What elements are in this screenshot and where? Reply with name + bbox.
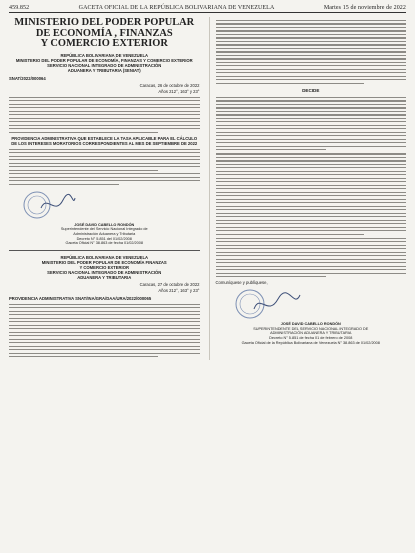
body-text-block <box>216 153 407 234</box>
text-line <box>216 199 407 200</box>
ministry-heading: MINISTERIO DEL PODER POPULAR DE ECONOMÍA , FINANZAS Y COMERCIO EXTERIOR <box>14 17 195 50</box>
text-line <box>216 195 407 196</box>
org-heading: REPÚBLICA BOLIVARIANA DE VENEZUELA MINISTERIO DEL PODER POPULAR DE ECONOMÍA, FINANZAS Y COMERCIO EXTERIOR SERVICIO NACIONAL INTEGRADO DE ADMINISTRACIÓN ADUANERA Y TRIBUTARIA (SENIAT) <box>15 52 193 73</box>
years-line: Años 212°, 163° y 23° <box>158 88 200 94</box>
text-line <box>216 178 407 179</box>
text-line <box>216 55 407 56</box>
gazette-date: Martes 15 de noviembre de 2022 <box>323 5 406 11</box>
text-line <box>216 146 407 147</box>
text-line <box>9 100 200 101</box>
text-line <box>216 188 407 189</box>
left-column <box>9 17 200 360</box>
text-line <box>216 185 407 186</box>
text-line <box>216 48 407 49</box>
text-line <box>9 132 158 133</box>
providencia-number: PROVIDENCIA ADMINISTRATIVA SNAT/INA/GRA/DAA/URA/2022/000065 <box>9 295 152 301</box>
section-divider <box>9 250 200 251</box>
text-line <box>216 23 407 24</box>
text-line <box>216 269 407 270</box>
gazette-title: GACETA OFICIAL DE LA REPÚBLICA BOLIVARIANA DE VENEZUELA <box>78 5 275 11</box>
text-line <box>216 164 407 165</box>
seal-signature <box>9 188 200 222</box>
text-line <box>216 220 407 221</box>
text-line <box>216 139 407 140</box>
text-line <box>9 159 200 160</box>
text-line <box>216 37 407 38</box>
text-line <box>216 167 407 168</box>
text-line <box>9 356 158 357</box>
text-line <box>216 135 407 136</box>
text-line <box>9 97 200 98</box>
signature-block: JOSÉ DAVID CABELLO RONDÓN Superintendente del Servicio Nacional Integrado de Administración Aduanera y Tributaria Decreto N° 5.851 del 01/02/2008 Gaceta Oficial N° 38.863 de fecha 01/02/2008 <box>60 222 148 246</box>
text-line <box>216 83 365 84</box>
gazette-header <box>9 5 406 13</box>
text-line <box>216 125 407 126</box>
text-line <box>216 142 407 143</box>
text-line <box>9 321 200 322</box>
text-line <box>216 245 407 246</box>
signature-block: JOSÉ DAVID CABELLO RONDÓN SUPERINTENDENTE DEL SERVICIO NACIONAL INTEGRADO DE ADMINISTRACIÓN ADUANERA Y TRIBUTARIA Decreto N° 5.851 de fecha 01 de febrero de 2008 Gaceta Oficial de la República Bolivariana de Venezuela N° 38.863 de 01/02/2008 <box>241 322 380 345</box>
text-line <box>9 128 200 129</box>
text-line <box>216 111 407 112</box>
text-line <box>216 30 407 31</box>
text-line <box>9 121 200 122</box>
text-line <box>9 156 200 157</box>
text-line <box>9 107 200 108</box>
text-line <box>9 325 200 326</box>
text-line <box>216 100 407 101</box>
text-line <box>9 163 200 164</box>
text-line <box>216 121 407 122</box>
text-line <box>9 349 200 350</box>
body-text-block <box>216 97 407 150</box>
text-line <box>9 311 200 312</box>
text-line <box>9 173 200 174</box>
text-line <box>216 230 407 231</box>
text-line <box>9 177 200 178</box>
text-line <box>9 125 200 126</box>
text-line <box>216 171 407 172</box>
text-line <box>216 192 407 193</box>
text-line <box>216 206 407 207</box>
text-line <box>9 335 200 336</box>
body-text-block <box>9 149 200 185</box>
text-line <box>216 114 407 115</box>
text-line <box>216 27 407 28</box>
body-text-block <box>9 304 200 357</box>
providencia-title: PROVIDENCIA ADMINISTRATIVA QUE ESTABLECE LA TASA APLICABLE PARA EL CÁLCULO DE LOS INTERESES MORATORIOS CORRESPONDIENTES AL MES DE SEPTIEMBRE DE 2022 <box>11 135 198 146</box>
text-line <box>216 79 407 80</box>
city-date: Caracas, 26 de octubre de 2022 <box>139 82 200 88</box>
text-line <box>9 118 200 119</box>
text-line <box>9 170 158 171</box>
text-line <box>216 216 407 217</box>
text-line <box>216 132 407 133</box>
text-line <box>9 339 200 340</box>
text-line <box>216 259 407 260</box>
text-line <box>216 153 407 154</box>
text-line <box>9 304 200 305</box>
city-date-2: Caracas, 27 de octubre de 2022 <box>139 281 200 287</box>
text-line <box>9 104 200 105</box>
text-line <box>9 149 200 150</box>
text-line <box>216 160 407 161</box>
text-line <box>216 107 407 108</box>
text-line <box>216 69 407 70</box>
text-line <box>216 213 407 214</box>
years-line-2: Años 212°, 163° y 23° <box>158 287 200 293</box>
right-column <box>209 17 407 360</box>
text-line <box>216 41 407 42</box>
decide-heading: DECIDE <box>302 87 320 93</box>
text-line <box>9 307 200 308</box>
text-line <box>9 166 200 167</box>
text-line <box>216 181 407 182</box>
text-line <box>216 72 407 73</box>
body-text-block <box>216 238 407 278</box>
seal-icon <box>224 287 304 321</box>
text-line <box>9 152 200 153</box>
text-line <box>9 111 200 112</box>
text-line <box>216 276 326 277</box>
text-line <box>216 238 407 239</box>
text-line <box>9 342 200 343</box>
text-line <box>216 62 407 63</box>
text-line <box>216 20 407 21</box>
text-line <box>216 252 407 253</box>
text-line <box>216 209 407 210</box>
text-line <box>9 114 200 115</box>
text-line <box>216 97 407 98</box>
text-line <box>216 241 407 242</box>
text-line <box>216 157 407 158</box>
seal-icon <box>17 188 77 222</box>
ministry-heading-2: REPÚBLICA BOLIVARIANA DE VENEZUELA MINISTERIO DEL PODER POPULAR DE ECONOMÍA FINANZAS Y COMERCIO EXTERIOR SERVICIO NACIONAL INTEGRADO DE ADMINISTRACIÓN ADUANERA Y TRIBUTARIA <box>41 254 167 280</box>
text-line <box>9 184 119 185</box>
text-line <box>216 273 407 274</box>
text-line <box>216 44 407 45</box>
text-line <box>216 223 407 224</box>
text-line <box>216 149 326 150</box>
snat-code: SNAT/2022/000064 <box>9 75 46 81</box>
text-line <box>216 262 407 263</box>
text-line <box>216 227 407 228</box>
body-text-block <box>216 20 407 84</box>
text-line <box>216 174 407 175</box>
text-line <box>216 128 407 129</box>
text-line <box>216 248 407 249</box>
text-line <box>9 180 200 181</box>
text-line <box>9 318 200 319</box>
seal-signature <box>216 287 407 321</box>
text-line <box>216 202 407 203</box>
text-line <box>216 65 407 66</box>
text-line <box>216 104 407 105</box>
text-line <box>9 346 200 347</box>
closing-phrase: Comuníquese y publíquese, <box>215 280 268 286</box>
text-line <box>216 118 407 119</box>
page-number: 459.852 <box>9 5 30 11</box>
text-line <box>216 58 407 59</box>
text-line <box>9 332 200 333</box>
text-line <box>216 266 407 267</box>
text-line <box>216 34 407 35</box>
body-text-block <box>9 97 200 133</box>
text-line <box>216 51 407 52</box>
text-line <box>9 314 200 315</box>
text-line <box>9 353 200 354</box>
text-line <box>216 255 407 256</box>
text-line <box>216 234 365 235</box>
text-line <box>216 76 407 77</box>
text-line <box>9 328 200 329</box>
